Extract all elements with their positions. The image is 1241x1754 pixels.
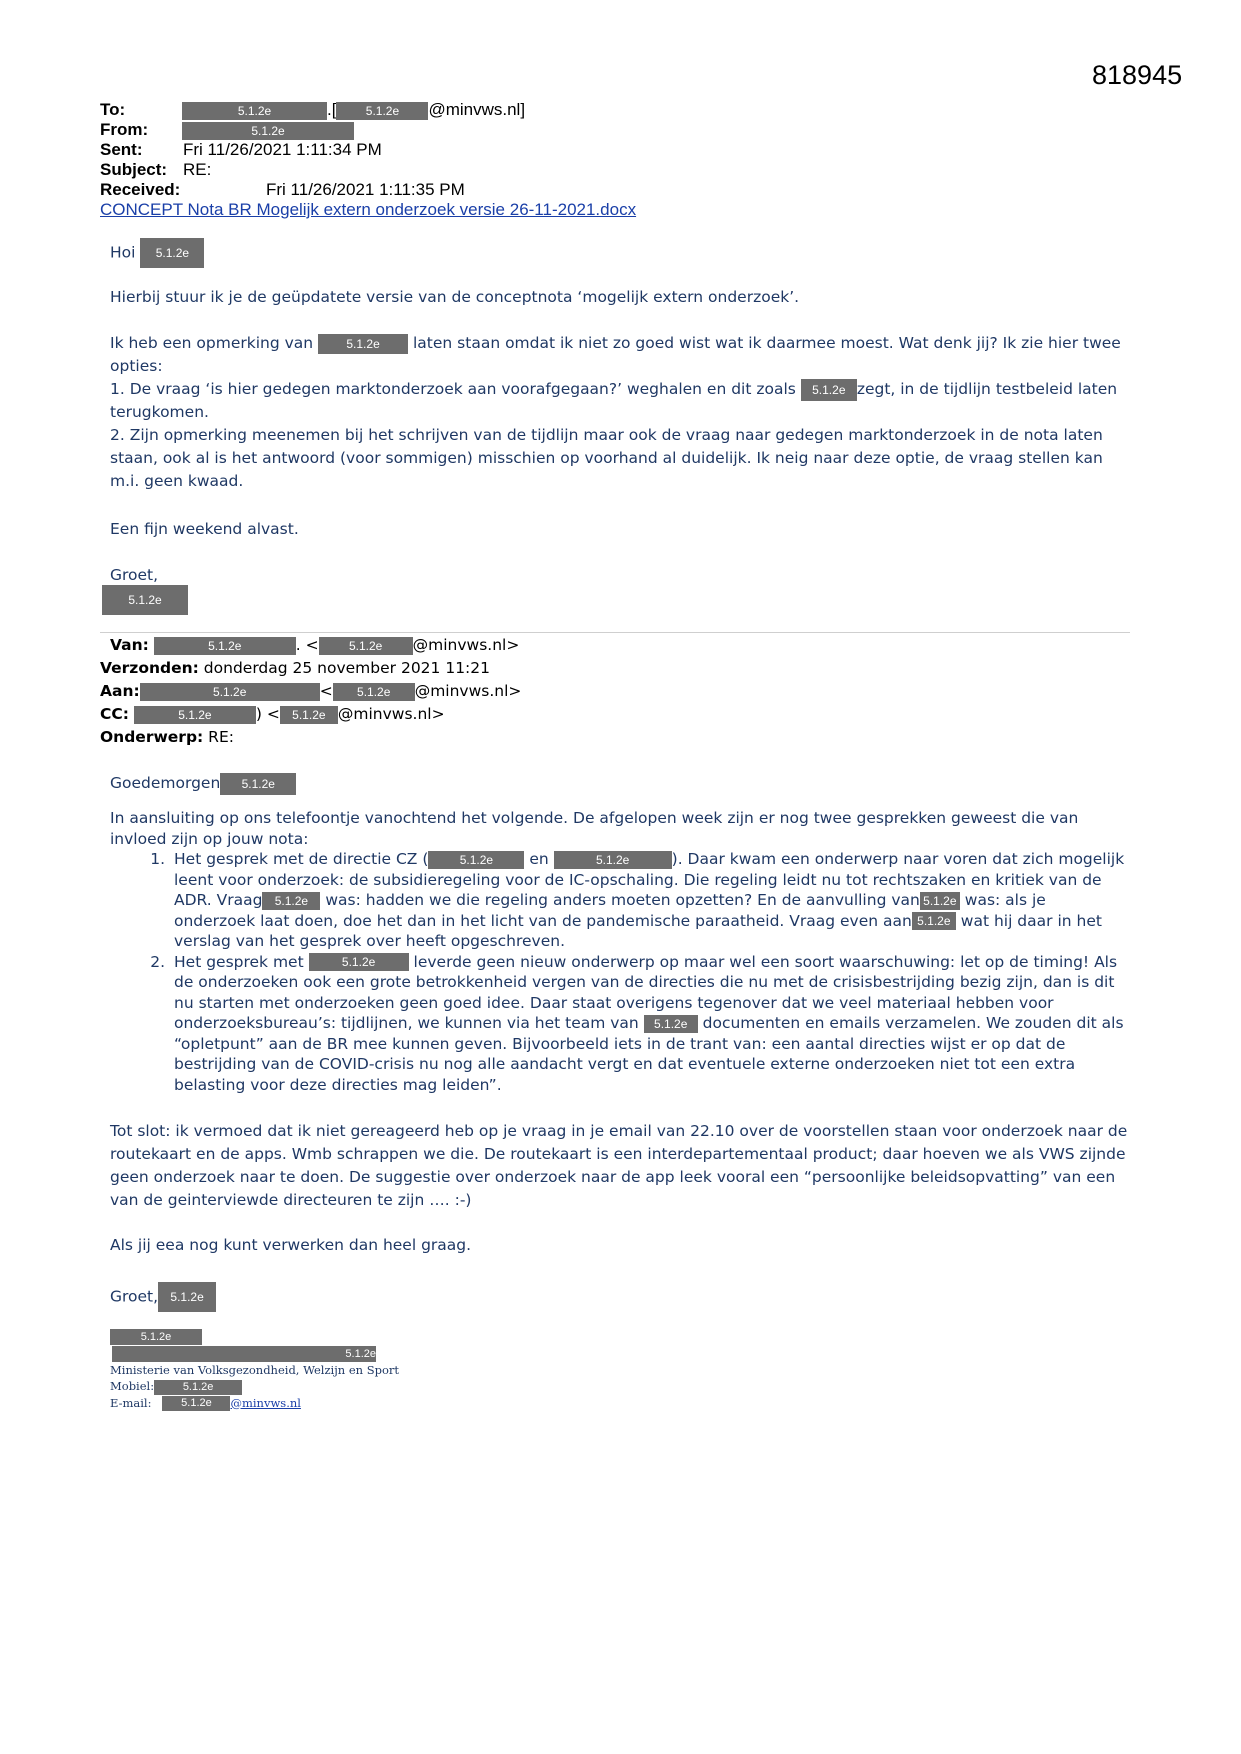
- redaction: 5.1.2e: [554, 851, 672, 869]
- redaction: 5.1.2e: [280, 706, 338, 724]
- intro-paragraph: In aansluiting op ons telefoontje vanochtend het volgende. De afgelopen week zijn er nog twee gesprekken geweest die van invloed zijn op jouw nota:: [110, 809, 1079, 848]
- option-2: 2. Zijn opmerking meenemen bij het schrijven van de tijdlijn maar ook de vraag naar gedegen marktonderzoek in de nota laten staan, ook al is het antwoord (voor sommigen) misschien op voorhand al duidelijk. Ik neig naar deze optie, de vraag stellen kan m.i. geen kwaad.: [110, 426, 1103, 490]
- redaction: 5.1.2e: [220, 773, 296, 795]
- to-label: To:: [100, 100, 126, 119]
- redaction: 5.1.2e: [182, 122, 354, 140]
- redaction: 5.1.2e: [158, 1282, 216, 1312]
- redaction: 5.1.2e: [154, 1380, 242, 1395]
- van-row: Van: 5.1.2e . < 5.1.2e @minvws.nl>: [110, 636, 520, 654]
- list-item: 2. Het gesprek met 5.1.2e leverde geen nieuw onderwerp op maar wel een soort waarschuwing: let op de timing! Als de onderzoeken ook een grote betrokkenheid vergen van de directies die nu met de crisisbestrijding bezig zijn, dan is dit nu starten met onderzoeken geen goed idee. Daar staat overigens tegenover dat we veel materiaal hebben voor onderzoeksbureau’s: tijdlijnen, we kunnen via het team van 5.1.2e documenten en emails verzamelen. We zouden dit als “opletpunt” aan de BR mee kunnen geven. Bijvoorbeeld iets in de trant van: een aantal directies wijst er op dat de bestrijding van de COVID-crisis nu nog alle aandacht vergt en dat eventuele externe onderzoeken niet tot een extra belasting voor deze directies mag leiden”.: [170, 952, 1130, 1096]
- to-suffix: @minvws.nl]: [428, 100, 526, 119]
- list-item: 1. Het gesprek met de directie CZ ( 5.1.2e en 5.1.2e ). Daar kwam een onderwerp naar voren dat zich mogelijk leent voor onderzoek: de subsidieregeling voor de IC-opschaling. Die regeling leidt nu tot rechtszaken en kritiek van de ADR. Vraag 5.1.2e was: hadden we die regeling anders moeten opzetten? En de aanvulling van 5.1.2e was: als je onderzoek laat doen, doe het dan in het licht van de pandemische paraatheid. Vraag even aan 5.1.2e wat hij daar in het verslag van het gesprek over heeft opgeschreven.: [170, 849, 1130, 952]
- attachment-link[interactable]: CONCEPT Nota BR Mogelijk extern onderzoek versie 26-11-2021.docx: [100, 200, 637, 219]
- from-row: [100, 120, 1150, 140]
- redaction: 5.1.2e: [112, 1346, 376, 1362]
- conversation-list: [110, 849, 1130, 1095]
- verzonden-row: Verzonden: donderdag 25 november 2021 11:21: [100, 659, 491, 677]
- mobile-row: Mobiel: 5.1.2e: [110, 1378, 399, 1395]
- redaction: 5.1.2e: [333, 683, 415, 701]
- redaction: 5.1.2e: [428, 851, 524, 869]
- redaction: 5.1.2e: [801, 379, 857, 401]
- document-number: 818945: [1092, 60, 1183, 90]
- redaction: 5.1.2e: [319, 637, 413, 655]
- sent-label: Sent:: [100, 140, 143, 159]
- reply-closing-2: Groet,: [110, 566, 159, 584]
- redaction: 5.1.2e: [154, 637, 296, 655]
- reply-paragraph-1: Hierbij stuur ik je de geüpdatete versie van de conceptnota ‘mogelijk extern onderzoek’.: [110, 288, 800, 306]
- email-row: E-mail: 5.1.2e @minvws.nl: [110, 1395, 301, 1410]
- attachment-row: [100, 200, 1150, 220]
- received-value: Fri 11/26/2021 1:11:35 PM: [266, 180, 465, 199]
- redaction: 5.1.2e: [644, 1015, 698, 1033]
- redaction: 5.1.2e: [110, 1329, 202, 1345]
- onderwerp-row: Onderwerp: RE:: [100, 728, 234, 746]
- to-row: [100, 100, 1150, 120]
- separator: [100, 632, 1130, 633]
- sent-row: [100, 140, 1150, 160]
- reply-closing-1: Een fijn weekend alvast.: [110, 520, 299, 538]
- redaction: 5.1.2e: [134, 706, 256, 724]
- reply-greeting: Hoi 5.1.2e: [110, 238, 1130, 268]
- to-mid: .[: [327, 100, 337, 119]
- email-link[interactable]: @minvws.nl: [230, 1395, 301, 1410]
- original-groet: Groet, 5.1.2e: [110, 1282, 1130, 1312]
- redaction: 5.1.2e: [912, 912, 956, 930]
- redaction: 5.1.2e: [140, 683, 320, 701]
- cc-row: CC: 5.1.2e ) < 5.1.2e @minvws.nl>: [100, 705, 445, 723]
- redaction: 5.1.2e: [140, 238, 204, 268]
- received-row: [100, 180, 1150, 200]
- option-1: 1. De vraag ‘is hier gedegen marktonderzoek aan voorafgegaan?’ weghalen en dit zoals 5.1.2e zegt, in de tijdlijn testbeleid laten terugkomen.: [110, 380, 1118, 421]
- redaction: 5.1.2e: [162, 1396, 230, 1411]
- email-header: [100, 100, 1150, 220]
- from-label: From:: [100, 120, 149, 139]
- signature: [110, 1328, 399, 1411]
- slot-paragraph: Tot slot: ik vermoed dat ik niet gereageerd heb op je vraag in je email van 22.10 over de voorstellen staan voor onderzoek naar de routekaart en de apps. Wmb schrappen we die. De routekaart is een interdepartementaal product; daar hoeven we als VWS zijnde geen onderzoek naar te doen. De suggestie over onderzoek naar de app leek vooral een “persoonlijke beleidsopvatting” van een van de geinterviewde directeuren te zijn …. :-): [110, 1122, 1128, 1209]
- original-greeting: Goedemorgen 5.1.2e: [110, 772, 1130, 795]
- redaction: 5.1.2e: [318, 334, 408, 354]
- redaction: 5.1.2e: [920, 892, 960, 910]
- redaction: 5.1.2e: [262, 892, 320, 910]
- subject-label: Subject:: [100, 160, 168, 179]
- ministry-name: Ministerie van Volksgezondheid, Welzijn en Sport: [110, 1363, 399, 1377]
- received-label: Received:: [100, 180, 181, 199]
- forward-header: [100, 634, 1130, 749]
- sent-value: Fri 11/26/2021 1:11:34 PM: [183, 140, 382, 159]
- redaction: 5.1.2e: [182, 102, 327, 120]
- aan-row: Aan: 5.1.2e < 5.1.2e @minvws.nl>: [100, 682, 522, 700]
- redaction: 5.1.2e: [102, 585, 188, 615]
- reply-paragraph-2: Ik heb een opmerking van 5.1.2e laten staan omdat ik niet zo goed wist wat ik daarmee moest. Wat denk jij? Ik zie hier twee opties: 1. De vraag ‘is hier gedegen marktonderzoek aan voorafgegaan?’ weghalen en dit zoals 5.1.2e zegt, in de tijdlijn testbeleid laten terugkomen. 2. Zijn opmerking meenemen bij het schrijven van de tijdlijn maar ook de vraag naar gedegen marktonderzoek in de nota laten staan, ook al is het antwoord (voor sommigen) misschien op voorhand al duidelijk. Ik neig naar deze optie, de vraag stellen kan m.i. geen kwaad.: [110, 334, 1121, 490]
- subject-value: RE:: [183, 160, 212, 179]
- redaction: 5.1.2e: [336, 102, 428, 120]
- subject-row: [100, 160, 1150, 180]
- original-body: [110, 808, 1130, 1095]
- redaction: 5.1.2e: [309, 953, 409, 971]
- verwerken-paragraph: Als jij eea nog kunt verwerken dan heel graag.: [110, 1236, 472, 1254]
